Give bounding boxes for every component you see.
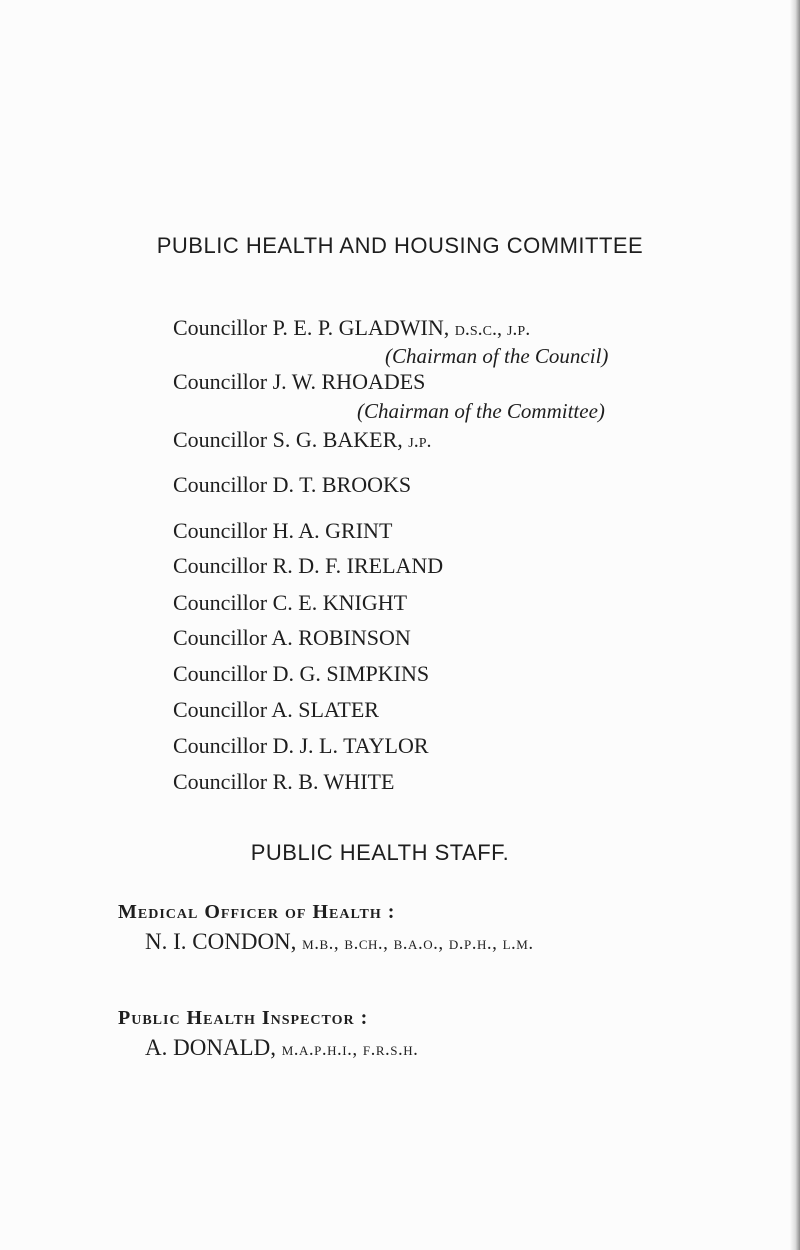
member-line bbox=[173, 369, 425, 395]
member-line bbox=[173, 315, 530, 342]
member-name: Councillor H. A. GRINT bbox=[173, 518, 393, 543]
member-qualifications: j.p. bbox=[408, 430, 432, 452]
committee-title: PUBLIC HEALTH AND HOUSING COMMITTEE bbox=[156, 233, 644, 258]
member-name: Councillor P. E. P. GLADWIN, bbox=[173, 315, 455, 340]
member-line bbox=[173, 553, 443, 579]
member-qualifications: d.s.c., j.p. bbox=[454, 318, 531, 340]
member-line bbox=[173, 472, 411, 498]
member-line bbox=[173, 518, 392, 544]
member-name: Councillor A. SLATER bbox=[173, 697, 379, 722]
medical-officer-qualifications: m.b., b.ch., b.a.o., d.p.h., l.m. bbox=[302, 933, 534, 954]
member-name: Councillor C. E. KNIGHT bbox=[173, 590, 408, 615]
member-name: Councillor R. D. F. IRELAND bbox=[173, 553, 444, 578]
member-name: Councillor D. T. BROOKS bbox=[173, 472, 412, 497]
member-role: (Chairman of the Committee) bbox=[357, 399, 605, 423]
medical-officer-heading: Medical Officer of Health : bbox=[118, 901, 396, 923]
member-line bbox=[173, 733, 429, 759]
member-line bbox=[173, 661, 429, 687]
member-name: Councillor D. G. SIMPKINS bbox=[173, 661, 430, 686]
member-line bbox=[173, 590, 407, 616]
health-inspector-qualifications: m.a.p.h.i., f.r.s.h. bbox=[281, 1039, 419, 1060]
health-inspector-heading: Public Health Inspector : bbox=[118, 1007, 369, 1029]
member-line bbox=[173, 697, 379, 723]
medical-officer-line bbox=[145, 929, 534, 955]
staff-title: PUBLIC HEALTH STAFF. bbox=[250, 840, 510, 865]
member-line bbox=[173, 769, 394, 795]
page-edge-shadow bbox=[790, 0, 800, 1250]
medical-officer-name: N. I. CONDON, bbox=[145, 929, 303, 954]
member-name: Councillor S. G. BAKER, bbox=[173, 427, 409, 452]
member-line bbox=[173, 427, 432, 454]
member-line bbox=[173, 625, 411, 651]
health-inspector-name: A. DONALD, bbox=[145, 1035, 282, 1060]
member-name: Councillor R. B. WHITE bbox=[173, 769, 395, 794]
member-role: (Chairman of the Council) bbox=[385, 344, 609, 368]
member-name: Councillor J. W. RHOADES bbox=[173, 369, 426, 394]
member-name: Councillor D. J. L. TAYLOR bbox=[173, 733, 429, 758]
member-name: Councillor A. ROBINSON bbox=[173, 625, 411, 650]
health-inspector-line bbox=[145, 1035, 418, 1061]
